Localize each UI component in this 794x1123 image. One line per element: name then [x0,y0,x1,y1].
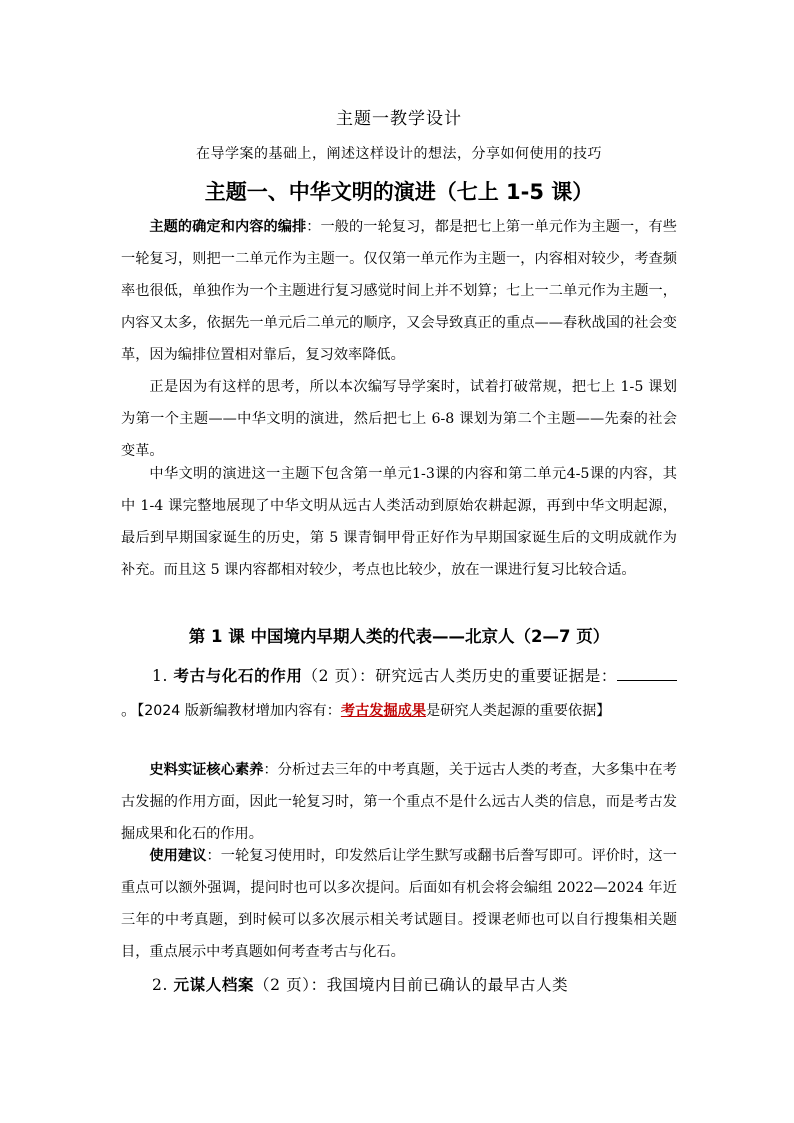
document-subtitle: 在导学案的基础上，阐述这样设计的想法，分享如何使用的技巧 [196,146,602,162]
theme-heading: 主题一、中华文明的演进（七上 1-5 课） [204,180,594,204]
intro-text: ：一般的一轮复习，都是把七上第一单元作为主题一，有些一轮复习，则把一二单元作为主题一。仅仅第一单元作为主题一，内容相对较少，考查频率也很低，单独作为一个主题进行复习感觉时间上并不划算；七上一二单元作为主题一，内容又太多，依据先一单元后二单元的顺序，又会导致真正的重点——春秋战国的社会变革，因为编排位置相对靠后，复习效率降低。 [121,219,677,363]
item-1-number: 1. [152,667,168,685]
item-2-paragraph [121,968,677,1002]
item-1-page-ref: （2 页） [302,667,360,685]
core-literacy-paragraph [121,754,677,850]
usage-text: ：一轮复习使用时，印发然后让学生默写或翻书后誊写即可。评价时，这一重点可以额外强调，提问时也可以多次提问。后面如有机会将会编组 2022—2024 年近三年的中考真题，到时候可以多次展示相关考试题目。授课老师也可以自行搜集相关题目，重点展示中考真题如何考查考古与化石。 [121,848,677,960]
item-2-page-ref: （2 页） [254,976,311,994]
item-2-label: 元谋人档案 [173,976,255,994]
content-paragraph: 中华文明的演进这一主题下包含第一单元1-3课的内容和第二单元4-5课的内容，其中 1-4 课完整地展现了中华文明从远古人类活动到原始农耕起源，再到中华文明起源，最后到早期国家诞生的历史，第 5 课青铜甲骨正好作为早期国家诞生后的文明成就作为补充。而且这 5 课内容都相对较少，考点也比较少，放在一课进行复习比较合适。 [121,466,677,578]
item-2-number: 2. [152,976,168,994]
item-2-text: ：我国境内目前已确认的最早古人类 [310,976,569,994]
lesson-heading: 第 1 课 中国境内早期人类的代表——北京人（2—7 页） [188,627,610,646]
thought-paragraph: 正是因为有这样的思考，所以本次编写导学案时，试着打破常规，把七上 1-5 课划为第一个主题——中华文明的演进，然后把七上 6-8 课划为第二个主题——先秦的社会变革。 [121,379,677,459]
usage-paragraph [121,840,677,968]
item-1-note-highlight: 考古发掘成果 [340,703,427,719]
usage-label: 使用建议 [149,848,207,864]
intro-paragraph [121,211,677,371]
document-title: 主题一教学设计 [336,109,462,129]
item-1-after-blank: 。 [121,701,138,719]
item-1-question: ：研究远古人类历史的重要证据是： [359,667,617,685]
intro-label: 主题的确定和内容的编排 [149,219,307,235]
item-1-paragraph [121,659,677,728]
item-1-label: 考古与化石的作用 [173,667,303,685]
core-literacy-label: 史料实证核心素养 [149,762,264,778]
item-1-note-prefix: 【2024 版新编教材增加内容有： [137,703,341,719]
core-literacy-text: ：分析过去三年的中考真题，关于远古人类的考查，大多集中在考古发掘的作用方面，因此一轮复习时，第一个重点不是什么远古人类的信息，而是考古发掘成果和化石的作用。 [121,762,677,842]
item-1-note-suffix: 是研究人类起源的重要依据】 [426,703,611,719]
answer-blank [617,665,677,682]
